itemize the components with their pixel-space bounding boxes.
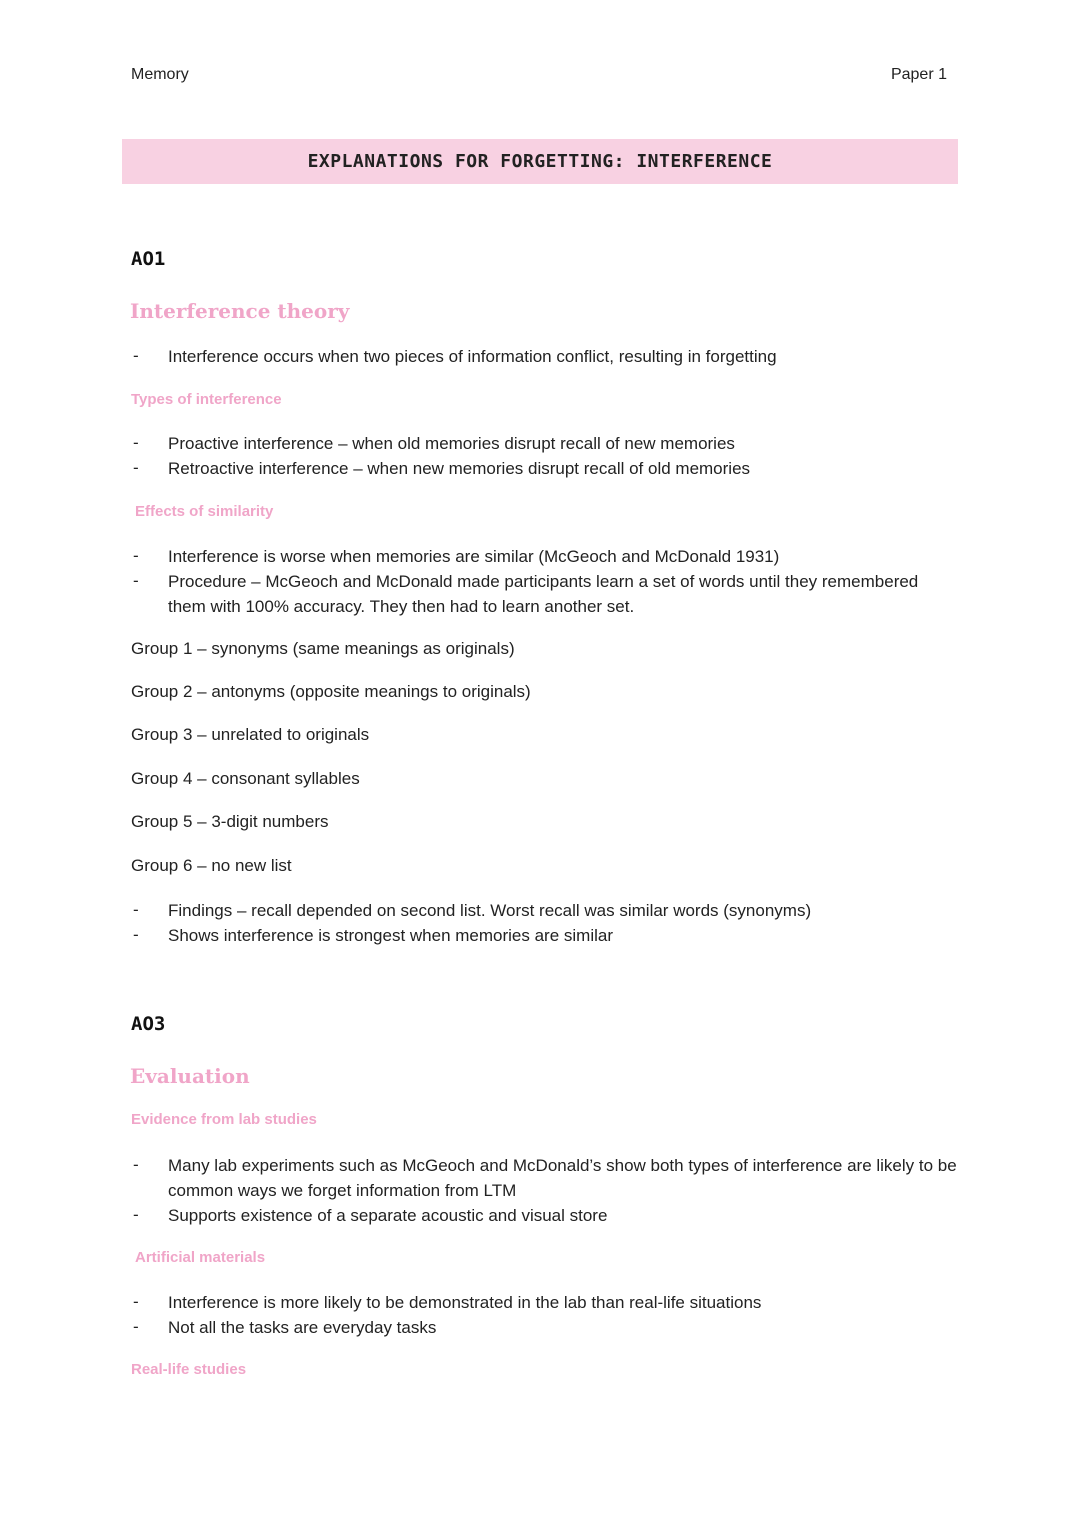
lab-studies-heading: Evidence from lab studies xyxy=(131,1111,317,1128)
bullet-dash: - xyxy=(133,900,139,919)
bullet-dash: - xyxy=(133,571,139,590)
group-item: Group 2 – antonyms (opposite meanings to originals) xyxy=(131,682,531,701)
artificial-materials-heading: Artificial materials xyxy=(135,1249,266,1266)
bullet-dash: - xyxy=(133,346,139,365)
bullet-text: Findings – recall depended on second list. Worst recall was similar words (synonyms) xyxy=(168,901,812,920)
ao3-label: AO3 xyxy=(131,1013,166,1035)
bullet-dash: - xyxy=(133,1205,139,1224)
bullet-dash: - xyxy=(133,925,139,944)
group-item: Group 1 – synonyms (same meanings as originals) xyxy=(131,639,515,658)
evaluation-heading: Evaluation xyxy=(130,1064,250,1088)
ao1-label: AO1 xyxy=(131,248,166,270)
bullet-text: Many lab experiments such as McGeoch and McDonald’s show both types of interference are likely to be common ways we forget information from LTM xyxy=(168,1156,957,1200)
bullet-text: Not all the tasks are everyday tasks xyxy=(168,1318,437,1337)
group-item: Group 5 – 3-digit numbers xyxy=(131,812,329,831)
bullet-text: Interference is more likely to be demonstrated in the lab than real-life situations xyxy=(168,1293,762,1312)
bullet-text: Procedure – McGeoch and McDonald made participants learn a set of words until they remembered them with 100% accuracy. They then had to learn another set. xyxy=(168,572,919,616)
bullet-text: Supports existence of a separate acoustic and visual store xyxy=(168,1206,608,1225)
bullet-text: Retroactive interference – when new memories disrupt recall of old memories xyxy=(168,459,751,478)
interference-theory-heading: Interference theory xyxy=(130,299,350,323)
bullet-text: Interference occurs when two pieces of information conflict, resulting in forgetting xyxy=(168,347,777,366)
bullet-dash: - xyxy=(133,433,139,452)
bullet-dash: - xyxy=(133,546,139,565)
group-item: Group 4 – consonant syllables xyxy=(131,769,360,788)
header-subject: Memory xyxy=(131,66,189,83)
page-title: EXPLANATIONS FOR FORGETTING: INTERFERENCE xyxy=(307,151,773,172)
bullet-text: Interference is worse when memories are similar (McGeoch and McDonald 1931) xyxy=(168,547,780,566)
group-item: Group 6 – no new list xyxy=(131,856,292,875)
bullet-dash: - xyxy=(133,458,139,477)
types-heading: Types of interference xyxy=(131,391,282,408)
bullet-dash: - xyxy=(133,1155,139,1174)
title-banner xyxy=(122,139,958,184)
header-paper: Paper 1 xyxy=(890,66,947,83)
bullet-dash: - xyxy=(133,1292,139,1311)
bullet-text: Proactive interference – when old memories disrupt recall of new memories xyxy=(168,434,735,453)
group-item: Group 3 – unrelated to originals xyxy=(131,725,370,744)
real-life-studies-heading: Real-life studies xyxy=(131,1361,247,1378)
similarity-heading: Effects of similarity xyxy=(135,503,274,520)
bullet-dash: - xyxy=(133,1317,139,1336)
bullet-text: Shows interference is strongest when memories are similar xyxy=(168,926,614,945)
